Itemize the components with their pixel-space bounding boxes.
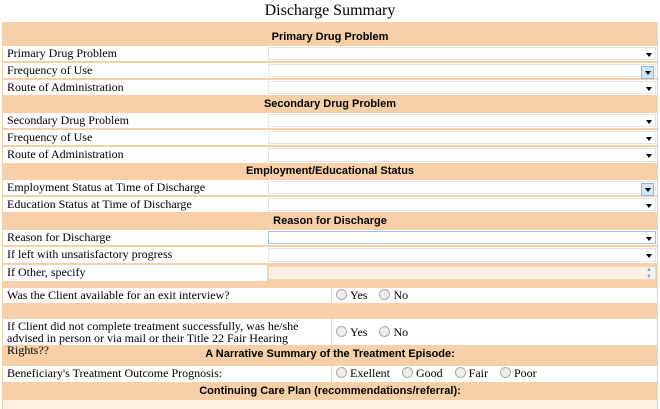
form-row	[2, 112, 658, 129]
field-label: Secondary Drug Problem	[3, 113, 268, 128]
radio-good[interactable]: Good	[402, 366, 443, 380]
other-specify-textarea[interactable]	[268, 266, 656, 280]
chevron-down-icon	[646, 204, 652, 208]
form-row	[2, 79, 658, 96]
field-label: If left with unsatisfactory progress	[3, 247, 268, 263]
form-row	[2, 196, 658, 213]
primary-drug-select[interactable]	[268, 47, 656, 60]
radio-excellent[interactable]: Exellent	[336, 366, 390, 380]
section-header-narrative: A Narrative Summary of the Treatment Episode:	[2, 346, 658, 362]
form-row	[2, 45, 658, 62]
continuing-care-textarea[interactable]	[2, 399, 658, 409]
form-row	[2, 287, 658, 304]
chevron-down-icon	[645, 71, 651, 75]
field-label: Reason for Discharge	[3, 230, 268, 245]
chevron-down-icon	[646, 120, 652, 124]
field-label: Education Status at Time of Discharge	[3, 197, 268, 212]
radio-fair[interactable]: Fair	[455, 366, 488, 380]
education-status-select[interactable]	[268, 198, 656, 211]
unsatisfactory-progress-select[interactable]	[268, 248, 656, 262]
secondary-drug-select[interactable]	[268, 114, 656, 127]
radio-poor[interactable]: Poor	[500, 366, 537, 380]
chevron-down-icon	[646, 237, 652, 241]
scrollbar[interactable]: ▲ ▼	[643, 267, 655, 279]
secondary-frequency-select[interactable]	[268, 131, 656, 144]
reason-select[interactable]	[268, 231, 656, 244]
section-header-continuing: Continuing Care Plan (recommendations/referral):	[2, 383, 658, 399]
form-row	[2, 264, 658, 282]
prognosis-label: Beneficiary's Treatment Outcome Prognosis:	[3, 366, 331, 382]
section-header-employment: Employment/Educational Status	[2, 164, 658, 179]
section-header-secondary: Secondary Drug Problem	[2, 96, 658, 112]
primary-route-select[interactable]	[268, 81, 656, 94]
field-label: Route of Administration	[3, 147, 268, 163]
fair-hearing-label: If Client did not complete treatment successfully, was he/she advised in person or via mail or their Title 22 Fair Hearing Rights??	[3, 319, 331, 345]
form-row	[2, 179, 658, 196]
form-row	[2, 146, 658, 164]
radio-yes[interactable]: Yes	[336, 325, 367, 339]
field-label: Frequency of Use	[3, 130, 268, 145]
spacer-band	[2, 304, 658, 318]
form-row	[2, 246, 658, 264]
field-label: Route of Administration	[3, 80, 268, 95]
form-row	[2, 365, 658, 383]
chevron-down-icon	[646, 87, 652, 91]
chevron-down-icon	[646, 154, 652, 158]
employment-status-select[interactable]	[268, 181, 656, 194]
section-header-primary: Primary Drug Problem	[2, 22, 658, 45]
chevron-down-icon	[646, 137, 652, 141]
chevron-down-icon	[646, 53, 652, 57]
field-label: Frequency of Use	[3, 63, 268, 78]
radio-yes[interactable]: Yes	[336, 288, 367, 302]
secondary-route-select[interactable]	[268, 148, 656, 162]
primary-frequency-select[interactable]	[268, 64, 656, 77]
form-row	[2, 229, 658, 246]
chevron-down-icon	[645, 188, 651, 192]
radio-no[interactable]: No	[379, 325, 408, 339]
exit-interview-label: Was the Client available for an exit interview?	[3, 288, 331, 303]
field-label: If Other, specify	[3, 265, 268, 281]
field-label: Primary Drug Problem	[3, 46, 268, 61]
chevron-down-icon	[646, 254, 652, 258]
page-title: Discharge Summary	[264, 2, 396, 19]
field-label: Employment Status at Time of Discharge	[3, 180, 268, 195]
section-header-reason: Reason for Discharge	[2, 213, 658, 229]
form-row	[2, 129, 658, 146]
form-row	[2, 62, 658, 79]
radio-no[interactable]: No	[379, 288, 408, 302]
